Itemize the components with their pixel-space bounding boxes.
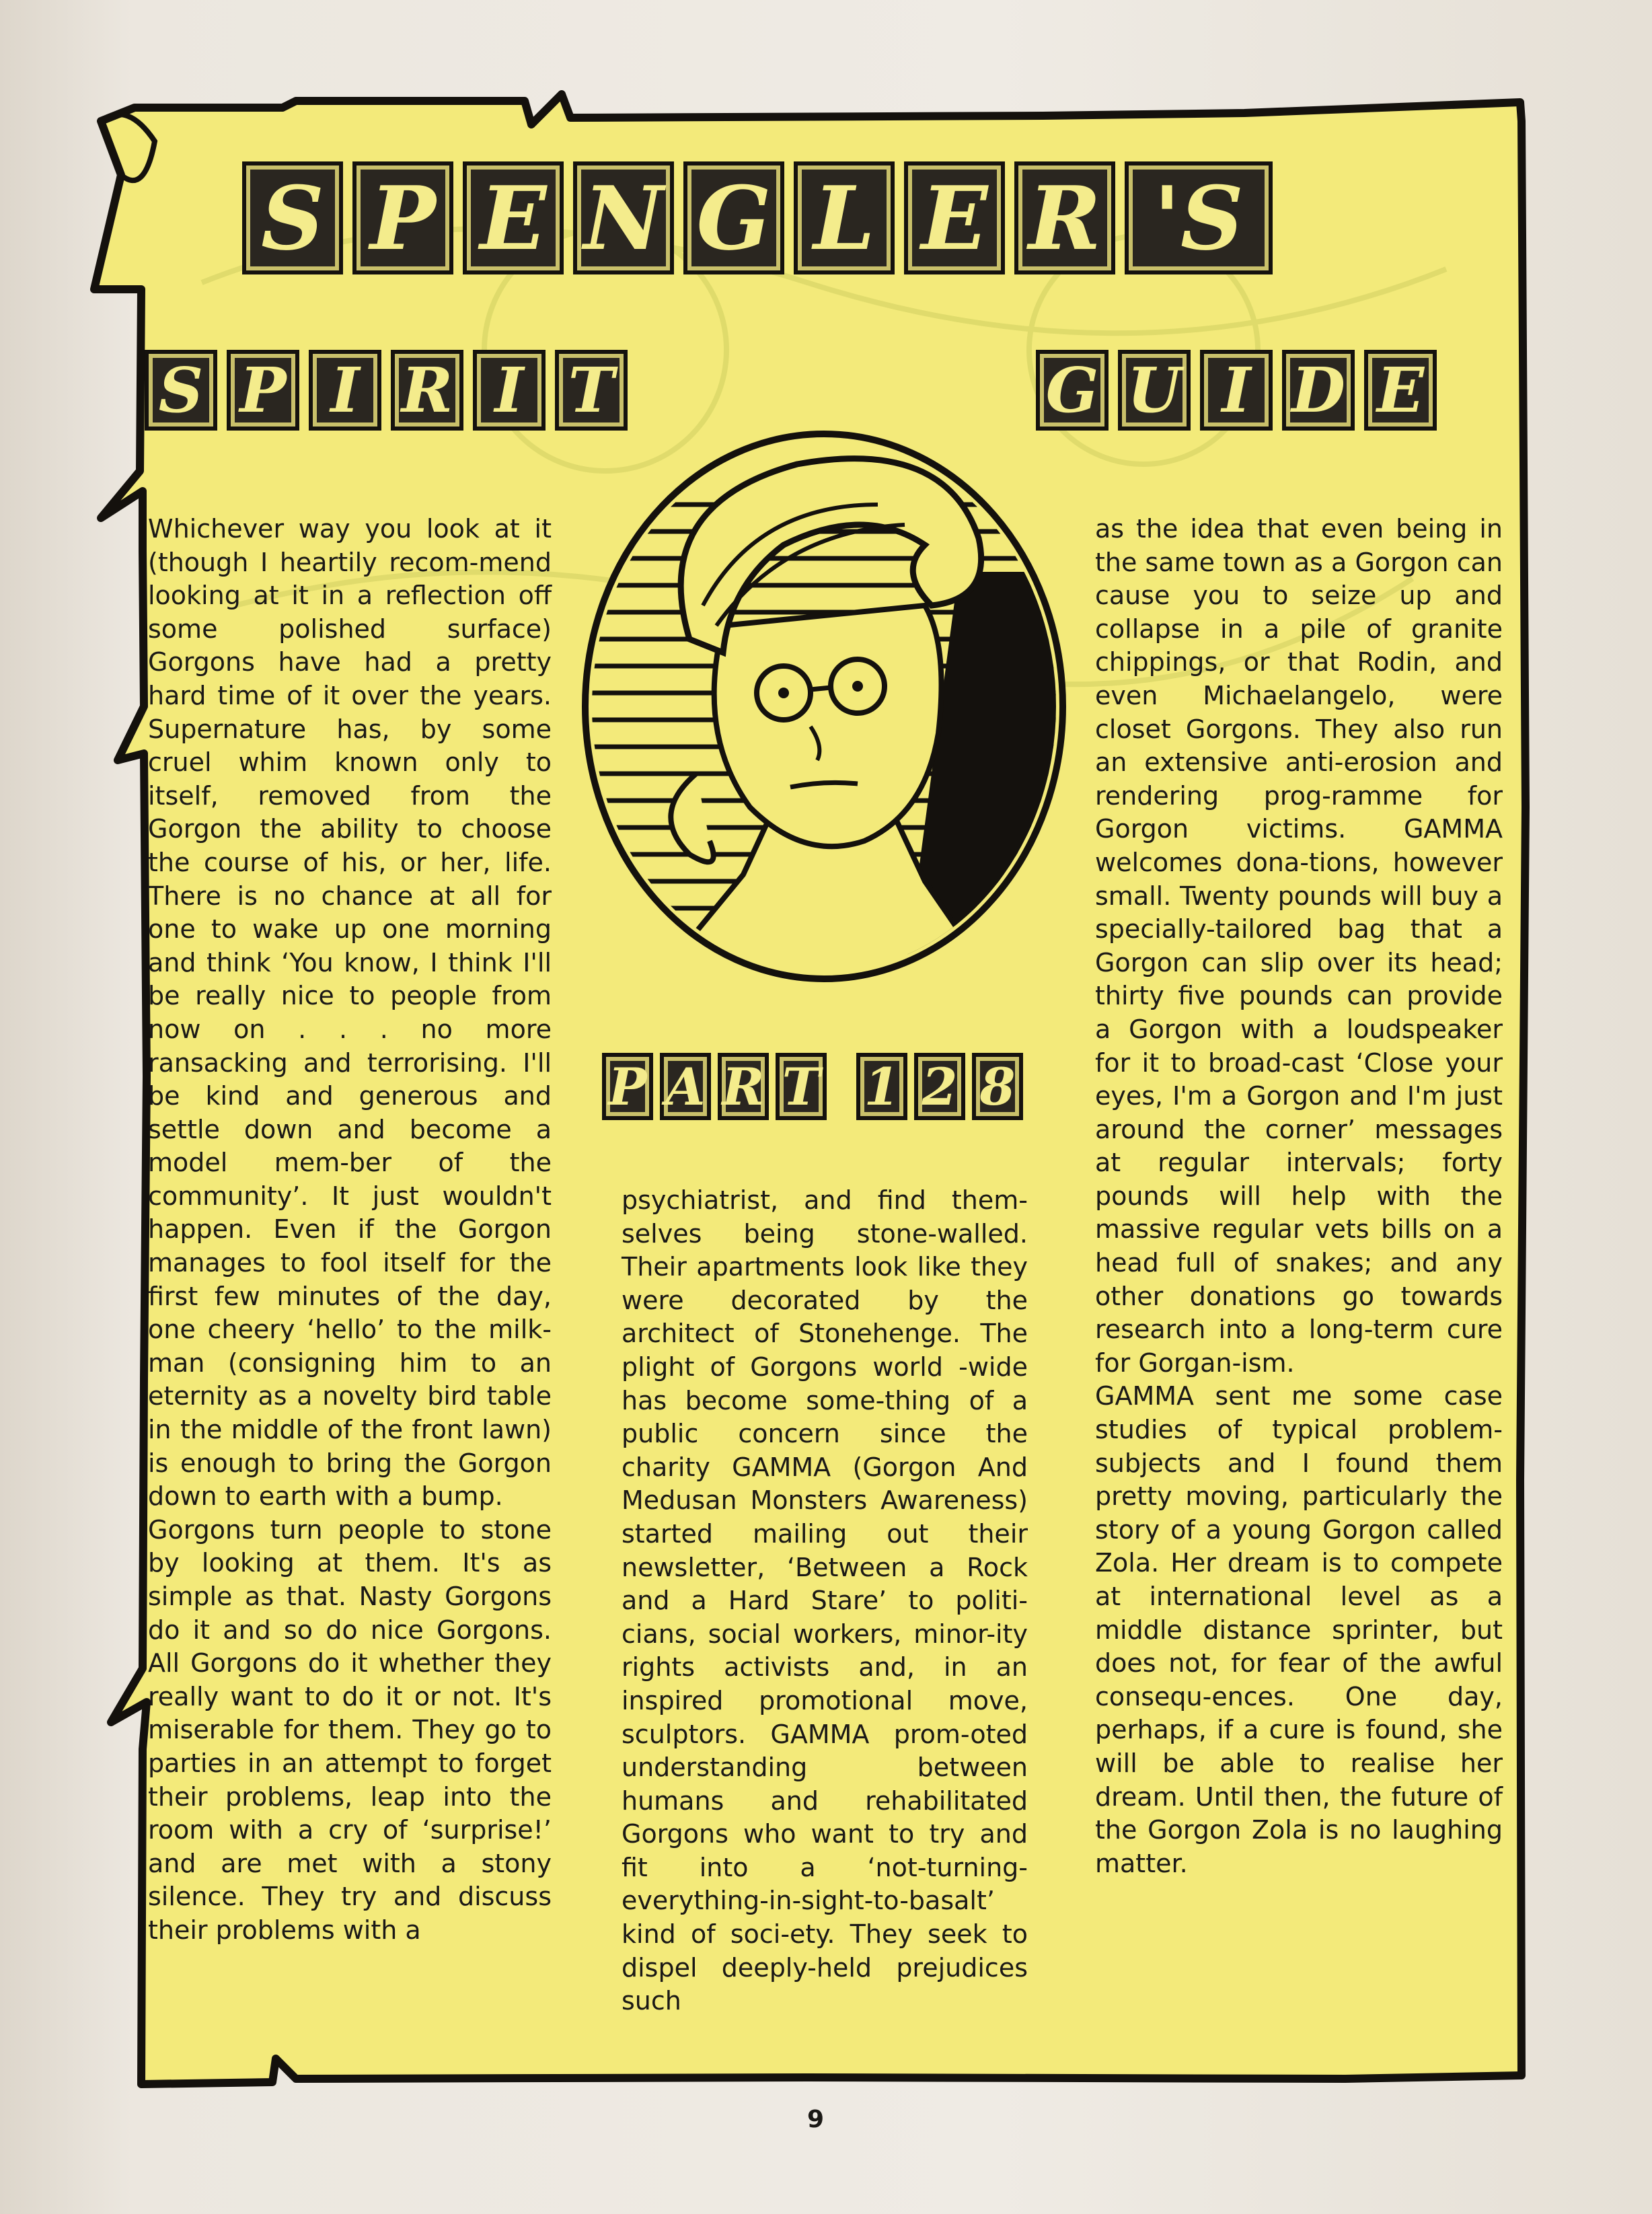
title-letter: I: [309, 350, 381, 431]
paragraph: Whichever way you look at it (though I heartily recom-mend looking at it in a reflection off some polished surface) Gorgons have had a pretty hard time of it over the years. Supernature has, by some cruel whim known only to itself, removed from the Gorgon the ability to choose the course of his, or her, life. There is no chance at all for one to wake up one morning and think ‘You know, I think I'll be really nice to people from now on . . . no more ransacking and terrorising. I'll be kind and generous and settle down and become a model mem-ber of the community’. It just wouldn't happen. Even if the Gorgon manages to fool itself for the first few minutes of the day, one cheery ‘hello’ to the milk-man (consigning him to an eternity as a novelty bird table in the middle of the front lawn) is enough to bring the Gorgon down to earth with a bump.: [148, 514, 552, 1512]
part-letter: A: [660, 1053, 711, 1120]
part-digit: 8: [972, 1053, 1023, 1120]
title-letter: S: [242, 161, 343, 274]
title-letter: L: [794, 161, 895, 274]
title-letter: R: [1014, 161, 1115, 274]
part-letter: P: [602, 1053, 653, 1120]
title-letter: D: [1282, 350, 1355, 431]
article-column-3: [1095, 513, 1503, 1880]
part-letter: T: [776, 1053, 827, 1120]
part-label: [602, 1053, 1023, 1120]
article-column-2: [622, 1184, 1028, 2018]
paragraph: as the idea that even being in the same town as a Gorgon can cause you to seize up and collapse in a pile of granite chippings, or that Rodin, and even Michaelangelo, were closet Gorgons. They also run an extensive anti-erosion and rendering prog-ramme for Gorgon victims. GAMMA welcomes dona-tions, however small. Twenty pounds will buy a specially-tailored bag that a Gorgon can slip over its head; thirty five pounds can provide a Gorgon with a loudspeaker for it to broad-cast ‘Close your eyes, I'm a Gorgon and I'm just around the corner’ messages at regular intervals; forty pounds will help with the massive regular vets bills on a head full of snakes; and any other donations go towards research into a long-term cure for Gorgan-ism.: [1095, 514, 1503, 1378]
title-letter: I: [473, 350, 546, 431]
title-letter: S: [145, 350, 217, 431]
title-letter: G: [1036, 350, 1109, 431]
title-letter: U: [1118, 350, 1191, 431]
paragraph: Gorgons turn people to stone by looking at them. It's as simple as that. Nasty Gorgons do it and so do nice Gorgons. All Gorgons do it whether they really want to do it or not. It's miserable for them. They go to parties in an attempt to forget their problems, leap into the room with a cry of ‘surprise!’ and are met with a stony silence. They try and discuss their problems with a: [148, 1514, 552, 1945]
title-letter: P: [227, 350, 299, 431]
title-letter: E: [904, 161, 1005, 274]
paragraph: GAMMA sent me some case studies of typical problem-subjects and I found them pretty moving, particularly the story of a young Gorgon called Zola. Her dream is to compete at international level as a middle distance sprinter, but does not, for fear of the awful consequ-ences. One day, perhaps, if a cure is found, she will be able to realise her dream. Until then, the future of the Gorgon Zola is no laughing matter.: [1095, 1381, 1503, 1878]
page-number: 9: [807, 2106, 825, 2133]
title-letter: E: [463, 161, 564, 274]
title-spenglers: [242, 161, 1273, 274]
title-spirit: [145, 350, 628, 431]
title-letter: N: [573, 161, 674, 274]
title-guide: [1036, 350, 1437, 431]
title-letter: G: [683, 161, 784, 274]
part-digit: 1: [856, 1053, 907, 1120]
part-letter: R: [718, 1053, 769, 1120]
title-letter: I: [1200, 350, 1273, 431]
part-digit: 2: [914, 1053, 965, 1120]
title-letter: T: [555, 350, 628, 431]
article-column-1: [148, 513, 552, 1948]
paragraph: psychiatrist, and find them-selves being stone-walled. Their apartments look like they were decorated by the architect of Stonehenge. The plight of Gorgons world -wide has become some-thing of a public concern since the charity GAMMA (Gorgon And Medusan Monsters Awareness) started mailing out their newsletter, ‘Between a Rock and a Hard Stare’ to politi-cians, social workers, minor-ity rights activists and, in an inspired promotional move, sculptors. GAMMA prom-oted understanding between humans and rehabilitated Gorgons who want to try and fit into a ‘not-turning-everything-in-sight-to-basalt’ kind of soci-ety. They seek to dispel deeply-held prejudices such: [622, 1185, 1028, 2016]
title-letter: E: [1364, 350, 1437, 431]
title-letter: 'S: [1125, 161, 1273, 274]
title-letter: R: [391, 350, 463, 431]
title-letter: P: [352, 161, 453, 274]
